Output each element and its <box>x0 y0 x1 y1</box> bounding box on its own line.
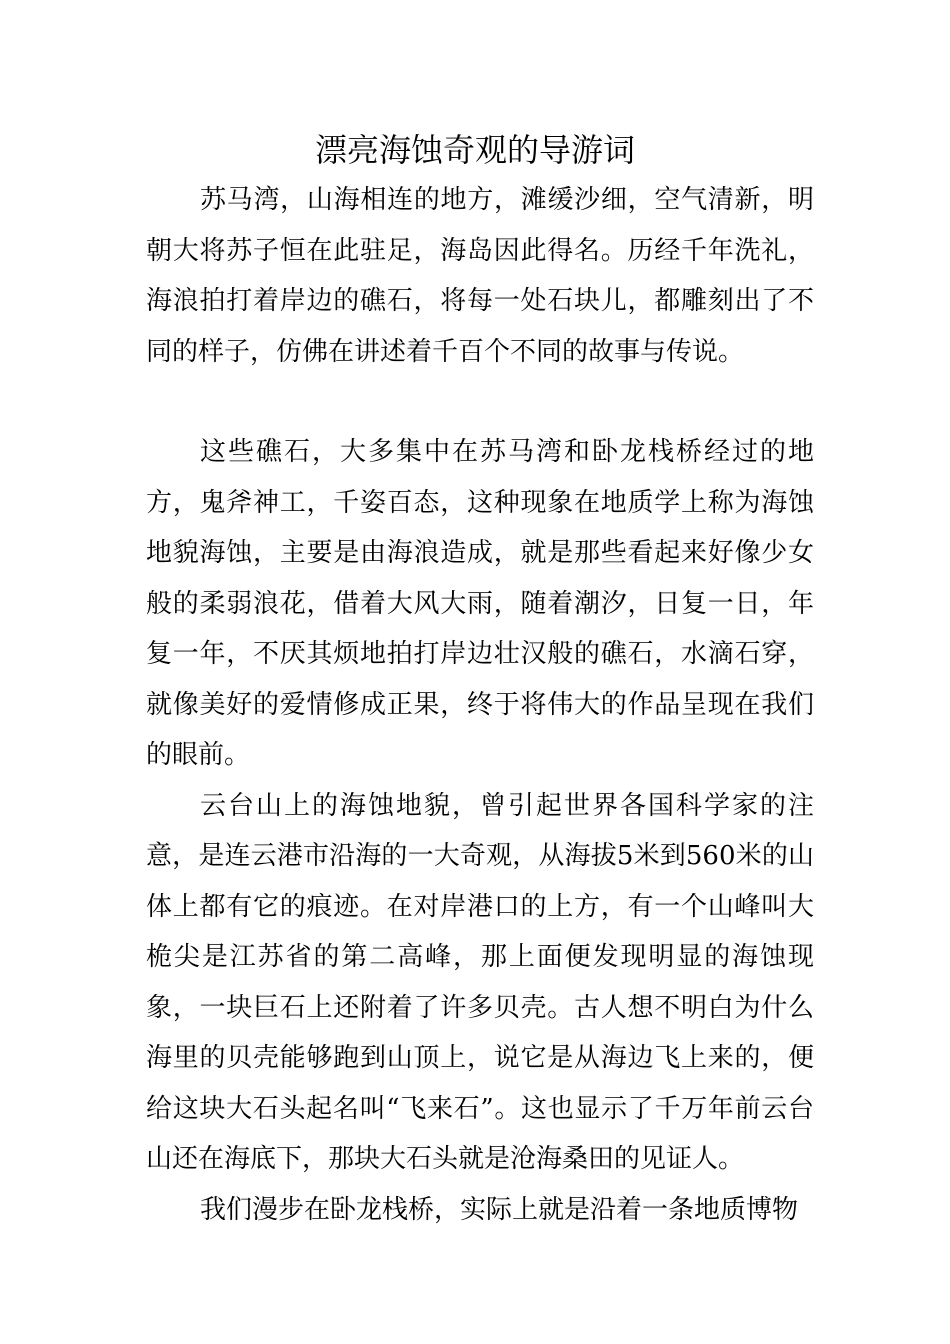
document-body <box>146 175 814 1235</box>
paragraph-4: 我们漫步在卧龙栈桥，实际上就是沿着一条地质博物 <box>200 1194 799 1225</box>
paragraph-2: 这些礁石，大多集中在苏马湾和卧龙栈桥经过的地方，鬼斧神工，千姿百态，这种现象在地质学上称为海蚀地貌海蚀，主要是由海浪造成，就是那些看起来好像少女般的柔弱浪花，借着大风大雨，随着潮汐，日复一日，年复一年，不厌其烦地拍打岸边壮汉般的礁石，水滴石穿，就像美好的爱情修成正果，终于将伟大的作品呈现在我们的眼前。 <box>146 437 814 770</box>
paragraph-1: 苏马湾，山海相连的地方，滩缓沙细，空气清新，明朝大将苏子恒在此驻足，海岛因此得名。历经千年洗礼，海浪拍打着岸边的礁石，将每一处石块儿，都雕刻出了不同的样子，仿佛在讲述着千百个不同的故事与传说。 <box>146 185 814 367</box>
paragraph-3: 云台山上的海蚀地貌，曾引起世界各国科学家的注意，是连云港市沿海的一大奇观，从海拔5米到560米的山体上都有它的痕迹。在对岸港口的上方，有一个山峰叫大桅尖是江苏省的第二高峰，那上面便发现明显的海蚀现象，一块巨石上还附着了许多贝壳。古人想不明白为什么海里的贝壳能够跑到山顶上，说它是从海边飞上来的，便给这块大石头起名叫“飞来石”。这也显示了千万年前云台山还在海底下，那块大石头就是沧海桑田的见证人。 <box>146 790 814 1174</box>
document-title: 漂亮海蚀奇观的导游词 <box>314 131 635 169</box>
